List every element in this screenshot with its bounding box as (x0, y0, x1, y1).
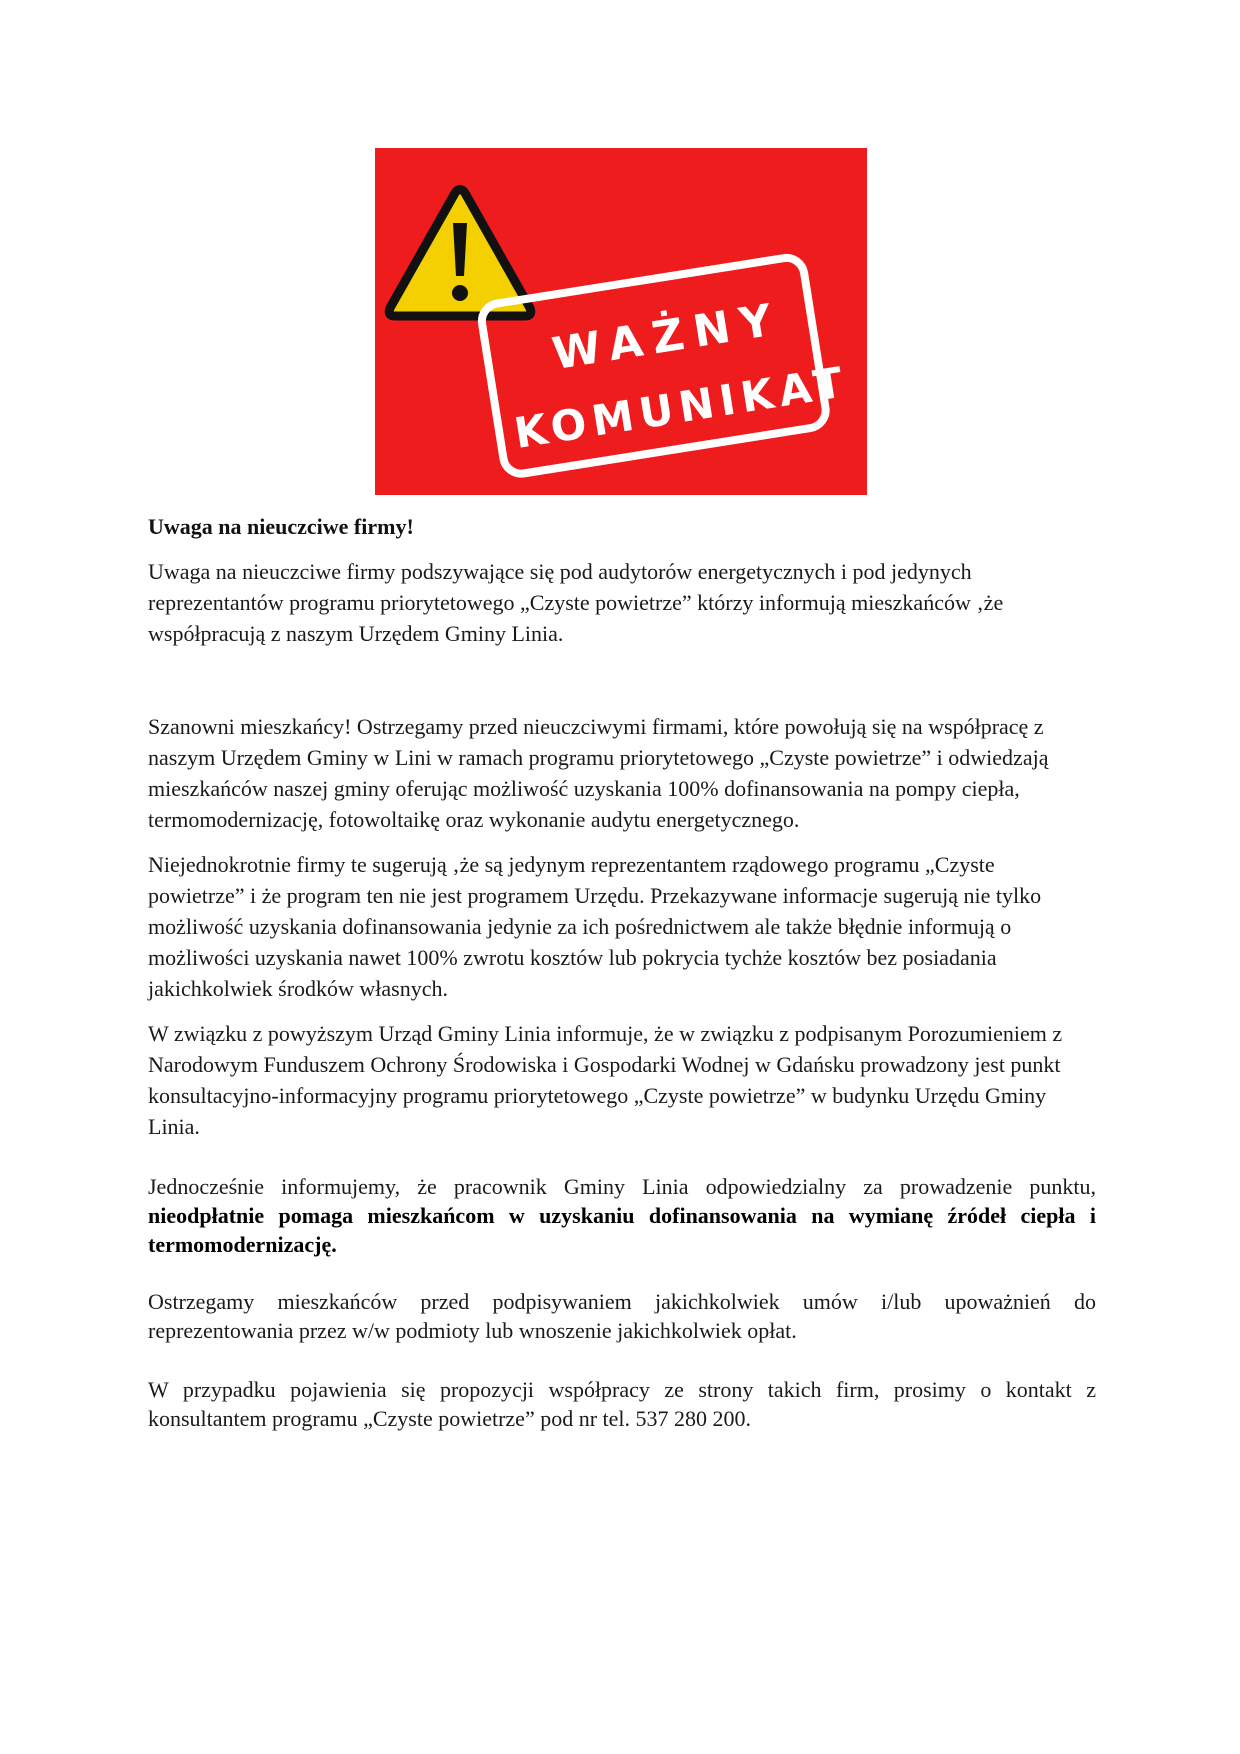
free-help-intro: Jednocześnie informujemy, że pracownik Gminy Linia odpowiedzialny za prowadzenie punktu, (148, 1174, 1096, 1199)
stamp-line2: KOMUNIKAT (510, 356, 852, 459)
important-notice-banner (375, 148, 867, 495)
document-heading: Uwaga na nieuczciwe firmy! (148, 514, 414, 539)
paragraph-warning-contracts: Ostrzegamy mieszkańców przed podpisywaniem jakichkolwiek umów i/lub upoważnień do reprezentowania przez w/w podmioty lub wnoszenie jakichkolwiek opłat. (148, 1289, 1096, 1343)
paragraph-free-help (148, 1172, 1096, 1259)
paragraph-contact: W przypadku pojawienia się propozycji współpracy ze strony takich firm, prosimy o kontakt z konsultantem programu „Czyste powietrze” pod nr tel. 537 280 200. (148, 1377, 1096, 1431)
paragraph-consultation-point: W związku z powyższym Urząd Gminy Linia informuje, że w związku z podpisanym Porozumieniem z Narodowym Funduszem Ochrony Środowiska i Gospodarki Wodnej w Gdańsku prowadzony jest punkt konsultacyjno-informacyjny programu priorytetowego „Czyste powietrze” w budynku Urzędu Gminy Linia. (148, 1021, 1063, 1139)
free-help-bold: nieodpłatnie pomaga mieszkańcom w uzyskaniu dofinansowania na wymianę źródeł ciepła i termomodernizację. (148, 1203, 1096, 1257)
document-body (148, 512, 1096, 1433)
paragraph-firms-suggest: Niejednokrotnie firmy te sugerują ‚że są jedynym reprezentantem rządowego programu „Czyste powietrze” i że program ten nie jest programem Urzędu. Przekazywane informacje sugerują nie tylko możliwość uzyskania dofinansowania jedynie za ich pośrednictwem ale także błędnie informują o możliwości uzyskania nawet 100% zwrotu kosztów lub pokrycia tychże kosztów bez posiadania jakichkolwiek środków własnych. (148, 852, 1042, 1001)
stamp-line1: WAŻNY (548, 293, 786, 381)
paragraph-warning: Uwaga na nieuczciwe firmy podszywające się pod audytorów energetycznych i pod jedynych reprezentantów programu priorytetowego „Czyste powietrze” którzy informują mieszkańców ‚że współpracują z naszym Urzędem Gminy Linia. (148, 559, 1004, 646)
paragraph-residents: Szanowni mieszkańcy! Ostrzegamy przed nieuczciwymi firmami, które powołują się na współpracę z naszym Urzędem Gminy w Lini w ramach programu priorytetowego „Czyste powietrze” i odwiedzają mieszkańców naszej gminy oferując możliwość uzyskania 100% dofinansowania na pompy ciepła, termomodernizację, fotowoltaikę oraz wykonanie audytu energetycznego. (148, 714, 1049, 832)
banner-graphic (375, 148, 867, 495)
